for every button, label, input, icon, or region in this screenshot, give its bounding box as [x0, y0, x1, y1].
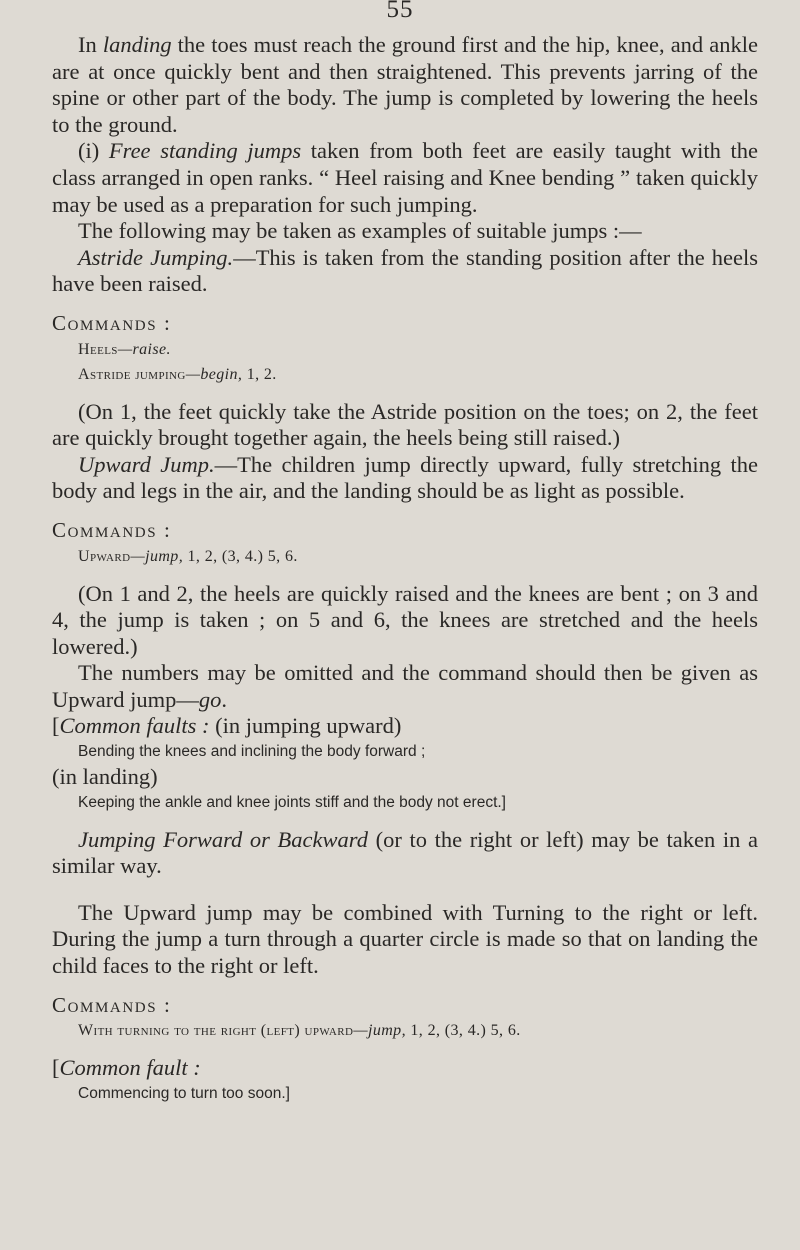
text: the toes must reach the ground first and the hip, knee, and ankle are at once quickly bent and then straightened. This prevents jarring of the spine or other part of the body. The jump is completed by lowering the heels to the ground.: [52, 32, 758, 137]
command-line: [52, 1018, 758, 1043]
emphasis: —begin,: [185, 365, 243, 383]
paragraph-examples-intro: The following may be taken as examples of suitable jumps :—: [78, 218, 642, 244]
page-number: 55: [386, 0, 414, 23]
text: (or to the right or left) may be taken in a similar way.: [52, 826, 758, 879]
text: Upward: [78, 547, 131, 565]
emphasis: Upward Jump.: [78, 451, 215, 477]
fault-subheading: (in landing): [52, 764, 158, 790]
emphasis: Common faults :: [59, 713, 210, 739]
commands-heading: Commands :: [52, 992, 172, 1017]
emphasis: Jumping Forward or Backward: [78, 826, 368, 852]
text: In: [78, 32, 103, 57]
text: Heels: [78, 340, 118, 358]
text: .: [221, 686, 227, 712]
paragraph-upward-explanation: (On 1 and 2, the heels are quickly raised and the knees are bent ; on 3 and 4, the jump is taken ; on 5 and 6, the knees are stretched and the heels lowered.): [52, 580, 758, 659]
common-faults-heading: [52, 713, 758, 740]
command-line: [52, 544, 758, 569]
text: 1, 2, (3, 4.) 5, 6.: [183, 547, 298, 565]
text: [: [52, 1055, 60, 1081]
command-line: [52, 362, 758, 387]
text: taken from both feet are easily taught with the class arranged in open ranks. “ Heel raising and Knee bending ” taken quickly may be used as a preparation for such jumping.: [52, 138, 758, 217]
text: —This is taken from the standing position after the heels have been raised.: [52, 244, 759, 297]
text: [: [52, 713, 60, 739]
text: (i): [78, 138, 109, 164]
emphasis: —raise.: [117, 340, 171, 358]
paragraph-numbers-omitted: [52, 660, 758, 713]
paragraph-landing: [52, 32, 758, 138]
common-fault-heading: [52, 1055, 758, 1082]
text: The numbers may be omitted and the command should then be given as Upward jump—: [52, 660, 758, 712]
emphasis: landing: [102, 32, 172, 57]
emphasis: go: [198, 686, 222, 712]
fault-note: Commencing to turn too soon.]: [78, 1084, 290, 1102]
paragraph-free-standing-jumps: [52, 138, 758, 218]
paragraph-upward-jump: [52, 452, 758, 505]
fault-note: Bending the knees and inclining the body forward ;: [78, 743, 426, 761]
page-body: [52, 32, 758, 1106]
text: 1, 2.: [242, 365, 277, 383]
text: 1, 2, (3, 4.) 5, 6.: [406, 1022, 521, 1040]
emphasis: —jump,: [353, 1022, 406, 1040]
emphasis: —jump,: [130, 547, 184, 565]
emphasis: Astride Jumping.: [78, 244, 234, 270]
text: (in jumping upward): [209, 713, 402, 739]
commands-heading: Commands :: [52, 517, 172, 542]
emphasis: Common fault :: [59, 1055, 201, 1081]
fault-note: Keeping the ankle and knee joints stiff and the body not erect.]: [78, 793, 506, 811]
commands-heading: Commands :: [52, 310, 172, 335]
paragraph-astride-jumping: [52, 245, 758, 298]
emphasis: Free standing jumps: [108, 138, 302, 164]
text: —The children jump directly upward, fully stretching the body and legs in the air, and the landing should be as light as possible.: [52, 451, 759, 504]
text: Astride jumping: [78, 365, 186, 383]
paragraph-astride-explanation: (On 1, the feet quickly take the Astride position on the toes; on 2, the feet are quickly brought together again, the heels being still raised.): [52, 398, 758, 451]
command-line: [52, 337, 758, 362]
paragraph-turning: The Upward jump may be combined with Turning to the right or left. During the jump a turn through a quarter circle is made so that on landing the child faces to the right or left.: [52, 899, 758, 979]
paragraph-forward-backward: [52, 827, 758, 880]
text: With turning to the right (left) upward: [78, 1022, 354, 1040]
